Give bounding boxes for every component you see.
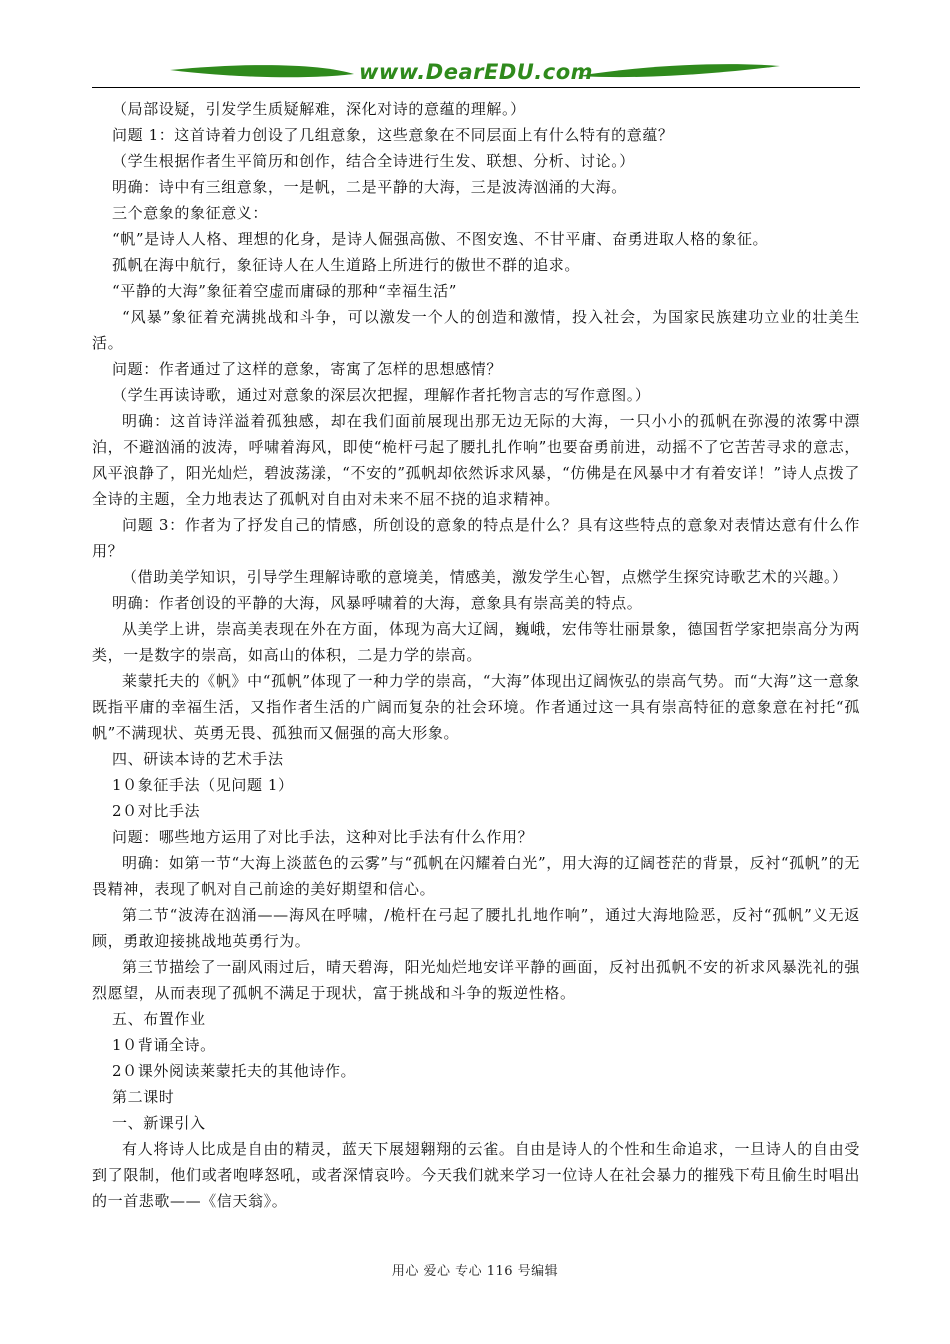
paragraph: 第三节描绘了一副风雨过后，晴天碧海，阳光灿烂地安详平静的画面，反衬出孤帆不安的祈求风暴洗礼的强烈愿望，从而表现了孤帆不满足于现状，富于挑战和斗争的叛逆性格。 <box>92 958 860 1002</box>
paragraph: 明确：作者创设的平静的大海，风暴呼啸着的大海，意象具有崇高美的特点。 <box>112 594 643 612</box>
paragraph: （学生再读诗歌，通过对意象的深层次把握，理解作者托物言志的写作意图。） <box>112 386 651 404</box>
section-heading: 四、研读本诗的艺术手法 <box>112 750 284 768</box>
paragraph: 莱蒙托夫的《帆》中“孤帆”体现了一种力学的崇高，“大海”体现出辽阔恢弘的崇高气势。而“大海”这一意象既指平庸的幸福生活，又指作者生活的广阔而复杂的社会环境。作者通过这一具有崇高特征的意象意在衬托“孤帆”不满现状、英勇无畏、孤独而又倔强的高大形象。 <box>92 672 860 742</box>
page-footer: 用心 爱心 专心 116 号编辑 <box>391 1264 559 1279</box>
paragraph: （学生根据作者生平简历和创作，结合全诗进行生发、联想、分析、讨论。） <box>112 152 635 170</box>
paragraph: “风暴”象征着充满挑战和斗争，可以激发一个人的创造和激情，投入社会，为国家民族建功立业的壮美生活。 <box>92 308 860 352</box>
document-body <box>92 96 860 1214</box>
list-item: 2０对比手法 <box>112 802 201 820</box>
paragraph: 孤帆在海中航行，象征诗人在人生道路上所进行的傲世不群的追求。 <box>112 256 581 274</box>
paragraph: 问题 1：这首诗着力创设了几组意象，这些意象在不同层面上有什么特有的意蕴？ <box>112 126 674 144</box>
paragraph: 明确：这首诗洋溢着孤独感，却在我们面前展现出那无边无际的大海，一只小小的孤帆在弥漫的浓雾中漂泊，不避汹涌的波涛，呼啸着海风，即使“桅杆弓起了腰扎扎作响”也要奋勇前进，动摇不了它苦苦寻求的意志，风平浪静了，阳光灿烂，碧波荡漾，“不安的”孤帆却依然诉求风暴，“仿佛是在风暴中才有着安详！”诗人点拨了全诗的主题，全力地表达了孤帆对自由对未来不屈不挠的追求精神。 <box>92 412 860 508</box>
header-rule <box>92 87 860 88</box>
site-url: www.DearEDU.com <box>358 60 594 84</box>
paragraph: “帆”是诗人人格、理想的化身，是诗人倔强高傲、不图安逸、不甘平庸、奋勇进取人格的象征。 <box>112 230 769 248</box>
list-item: 2０课外阅读莱蒙托夫的其他诗作。 <box>112 1062 357 1080</box>
section-heading: 五、布置作业 <box>112 1010 206 1028</box>
paragraph: 三个意象的象征意义： <box>112 204 269 222</box>
paragraph: （局部设疑，引发学生质疑解难，深化对诗的意蕴的理解。） <box>112 100 526 118</box>
list-item: 1０背诵全诗。 <box>112 1036 216 1054</box>
paragraph: 第二节“波涛在汹涌——海风在呼啸，/桅杆在弓起了腰扎扎地作响”，通过大海地险恶，反衬“孤帆”义无返顾，勇敢迎接挑战地英勇行为。 <box>92 906 860 950</box>
paragraph: 明确：如第一节“大海上淡蓝色的云雾”与“孤帆在闪耀着白光”，用大海的辽阔苍茫的背景，反衬“孤帆”的无畏精神，表现了帆对自己前途的美好期望和信心。 <box>92 854 860 898</box>
list-item: 1０象征手法（见问题 1） <box>112 776 294 794</box>
paragraph: 从美学上讲，崇高美表现在外在方面，体现为高大辽阔，巍峨，宏伟等壮丽景象，德国哲学家把崇高分为两类，一是数字的崇高，如高山的体积，二是力学的崇高。 <box>92 620 860 664</box>
paragraph: 有人将诗人比成是自由的精灵，蓝天下展翅翱翔的云雀。自由是诗人的个性和生命追求，一旦诗人的自由受到了限制，他们或者咆哮怒吼，或者深情哀吟。今天我们就来学习一位诗人在社会暴力的摧残下苟且偷生时唱出的一首悲歌——《信天翁》。 <box>92 1140 860 1210</box>
paragraph: 问题：作者通过了这样的意象，寄寓了怎样的思想感情？ <box>112 360 503 378</box>
paragraph: 问题：哪些地方运用了对比手法，这种对比手法有什么作用？ <box>112 828 534 846</box>
section-heading: 第二课时 <box>112 1088 175 1106</box>
paragraph: “平静的大海”象征着空虚而庸碌的那种“幸福生活” <box>112 282 458 300</box>
section-heading: 一、新课引入 <box>112 1114 206 1132</box>
paragraph: 问题 3：作者为了抒发自己的情感，所创设的意象的特点是什么？具有这些特点的意象对表情达意有什么作用？ <box>92 516 860 560</box>
paragraph: （借助美学知识，引导学生理解诗歌的意境美，情感美，激发学生心智，点燃学生探究诗歌艺术的兴趣。） <box>122 568 848 586</box>
paragraph: 明确：诗中有三组意象，一是帆，二是平静的大海，三是波涛汹涌的大海。 <box>112 178 627 196</box>
